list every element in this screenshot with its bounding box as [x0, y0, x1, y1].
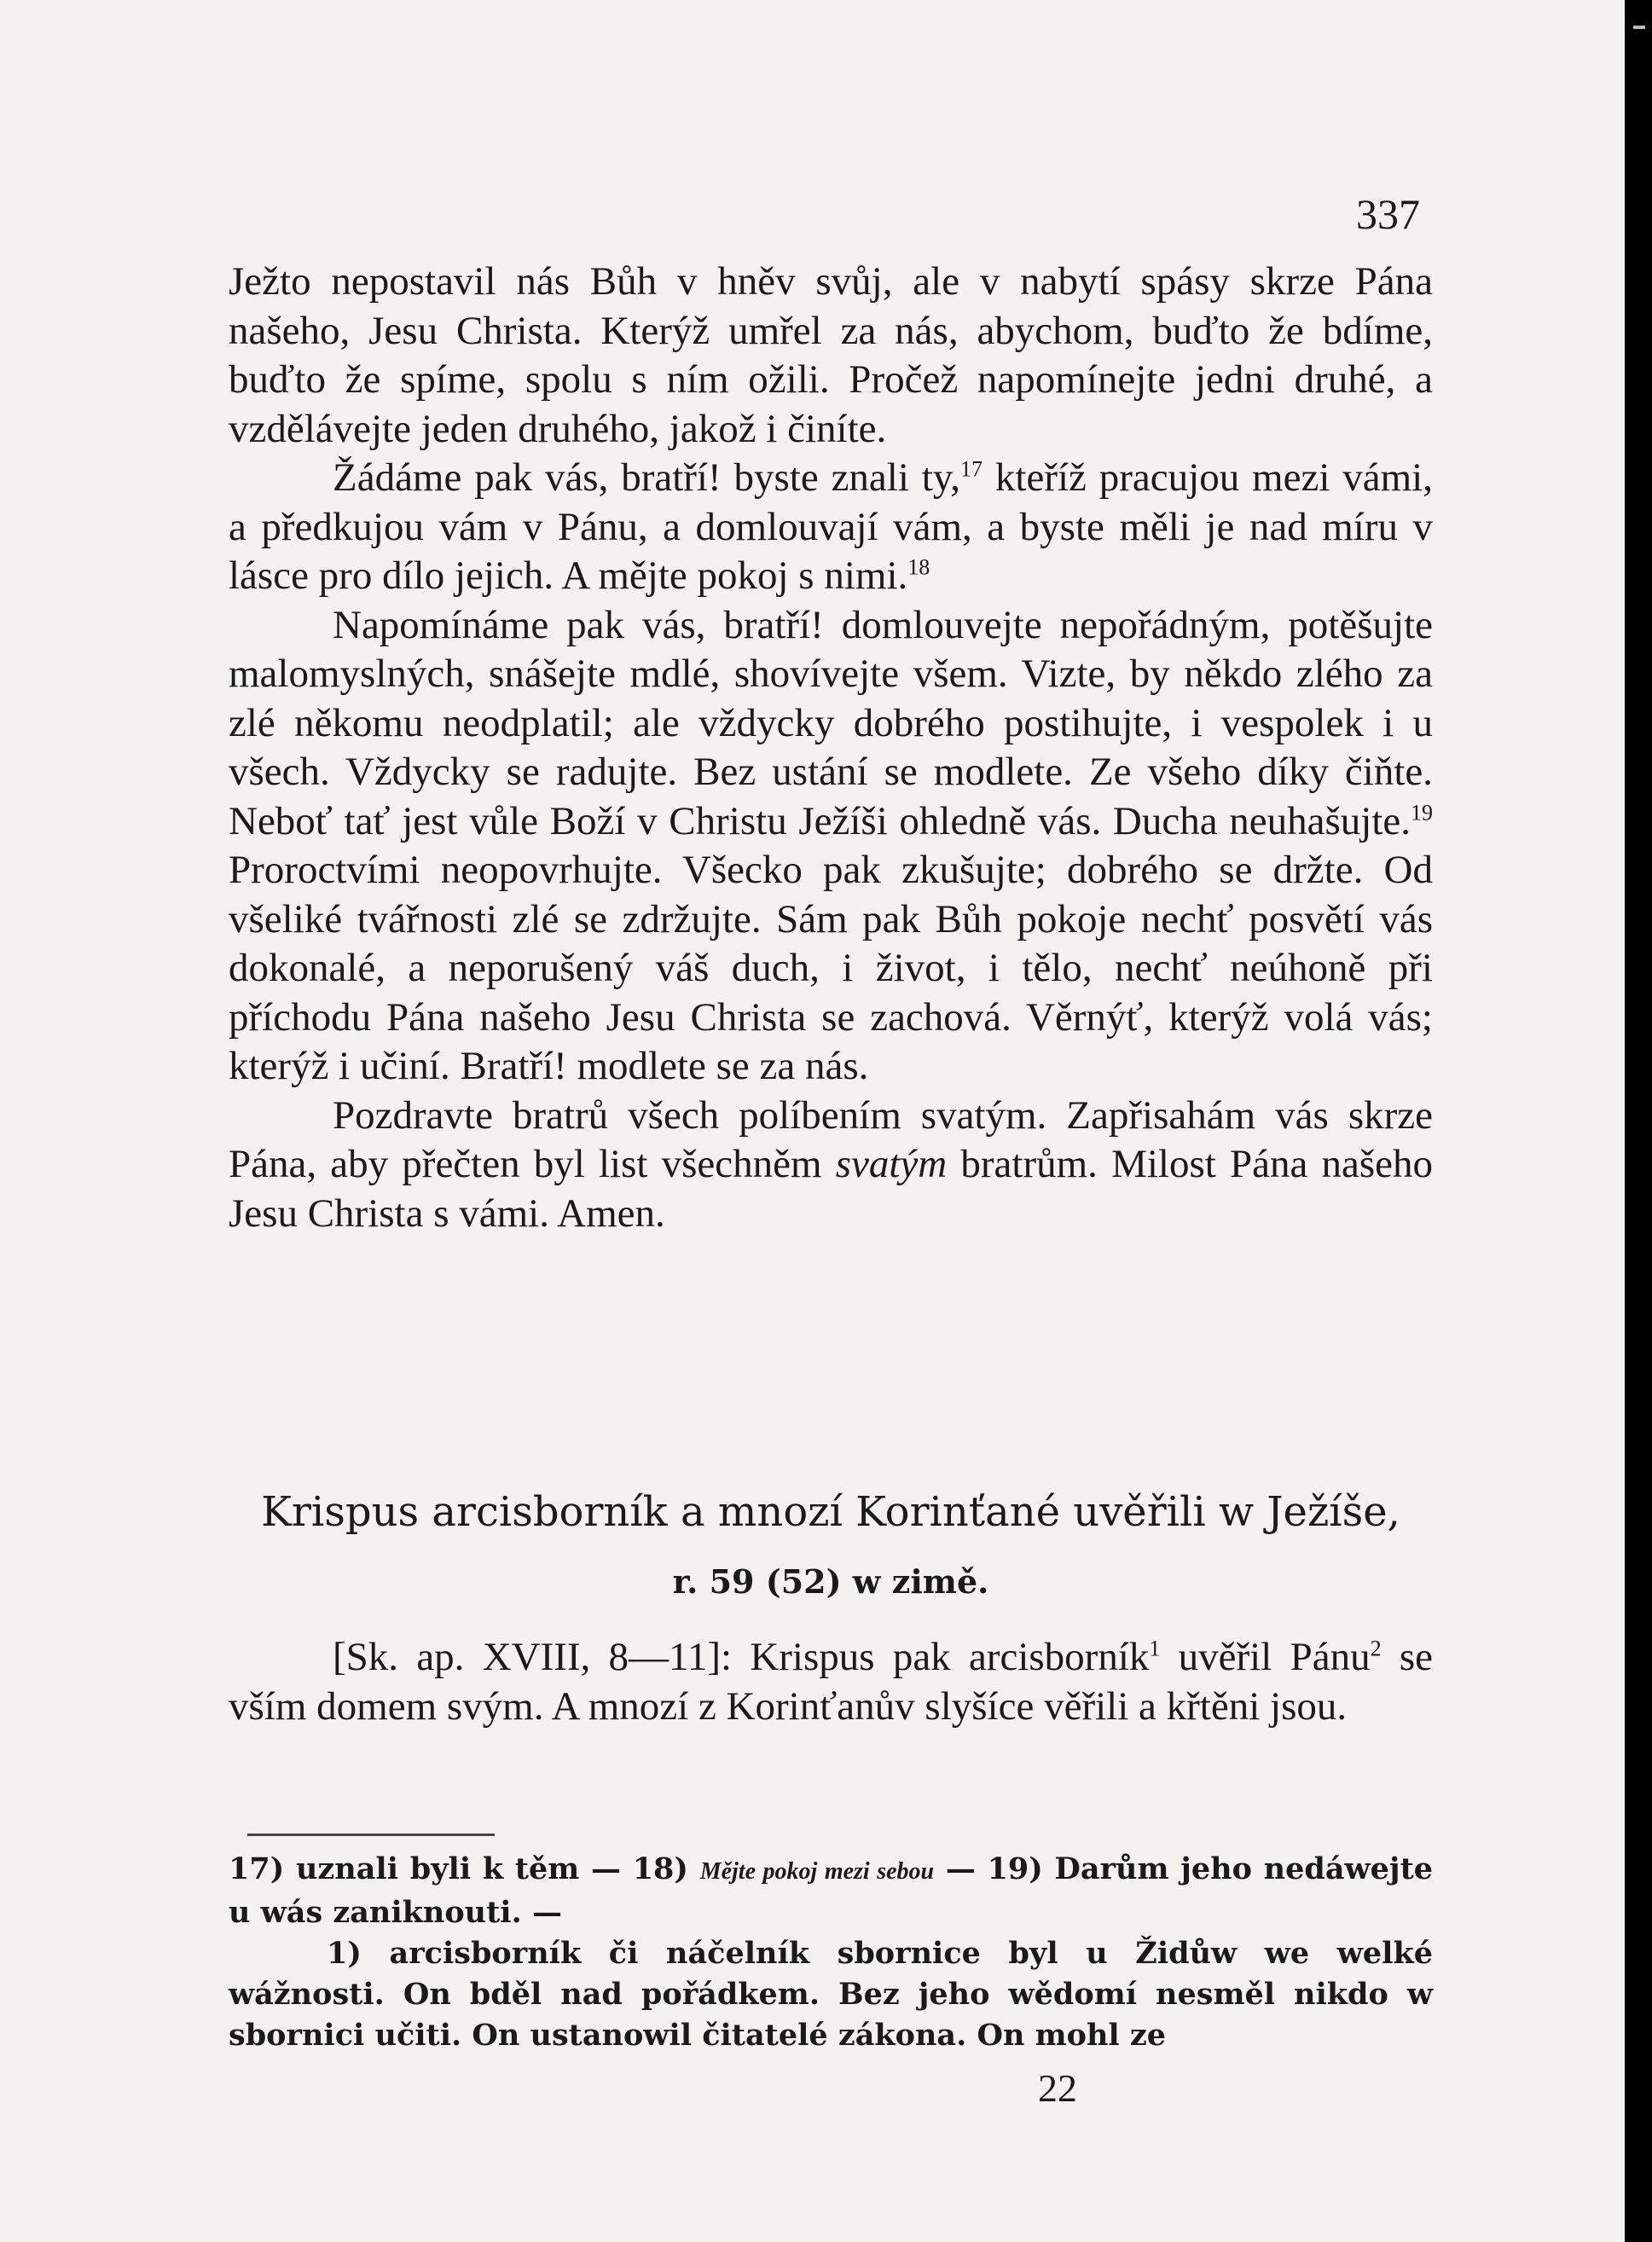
- signature-mark: 22: [1038, 2066, 1077, 2110]
- section-subheading: r. 59 (52) w zimě.: [672, 1562, 989, 1601]
- footnote-note-1: 1) arcisborník či náčelník sbornice byl u Židůw we welké wážnosti. On bděl nad pořádkem. Bez jeho wědomí nesměl nikdo w sbornici učiti. On ustanowil čitatelé zákona. On mohl ze: [229, 1936, 1433, 2053]
- footnote-ref: 19: [1411, 799, 1433, 825]
- paragraph-3: Napomínáme pak vás, bratří! domlouvejte nepořádným, potěšujte malomyslných, snášejte mdlé, shovívejte všem. Vizte, by někdo zlého za zlé někomu neodplatil; ale vždycky dobrého postihujte, i vespolek i u všech. Vždycky se radujte. Bez ustání se modlete. Ze všeho díky čiňte. Neboť tať jest vůle Boží v Christu Ježíši ohledně vás. Ducha neuhašujte.$^{19}$ Proroctvími neopovrhujte. Všecko pak zkušujte; dobrého se držte. Od všeliké tvářnosti zlé se zdržujte. Sám pak Bůh pokoje nechť posvětí vás dokonalé, a neporušený váš duch, i život, i tělo, nechť neúhoně při příchodu Pána našeho Jesu Christa se zachová. Věrnýť, kterýž volá vás; kterýž i učiní. Bratří! modlete se za nás.: [229, 602, 1433, 1088]
- footnote-ref: 2: [1370, 1636, 1382, 1661]
- footnotes: [229, 1849, 1433, 2056]
- edge-mark: [1633, 26, 1645, 29]
- acts-paragraph: [Sk. ap. XVIII, 8—11]: Krispus pak arcisborník$^1$ uvěřil Pánu$^2$ se vším domem svým. A mnozí z Korinťanův slyšíce věřili a křtěni jsou.: [229, 1635, 1434, 1729]
- section-heading: Krispus arcisborník a mnozí Korinťané uvěřili w Ježíše,: [261, 1488, 1400, 1536]
- paragraph-2: Žádáme pak vás, bratří! byste znali ty,$^{17}$ kteříž pracujou mezi vámi, a předkujou vám v Pánu, a domlouvají vám, a byste měli je nad míru v lásce pro dílo jejich. A mějte pokoj s nimi.$^{18}$: [229, 455, 1433, 598]
- paragraph-4: Pozdravte bratrů všech políbením svatým. Zapřisahám vás skrze Pána, aby přečten byl list všechněm svatým bratrům. Milost Pána našeho Jesu Christa s vámi. Amen.: [229, 1092, 1434, 1236]
- footnote-ref: 1: [1149, 1636, 1161, 1661]
- footnote-divider: [247, 1834, 495, 1836]
- footnote-line: 17) uznali byli k těm — 18) Mějte pokoj mezi sebou — 19) Darům jeho nedáwejte u wás zaniknouti. —: [229, 1851, 1434, 1930]
- main-text: [229, 258, 1433, 1238]
- footnote-ref: 17: [960, 456, 983, 482]
- footnote-ref: 18: [907, 554, 930, 580]
- paragraph-1: Ježto nepostavil nás Bůh v hněv svůj, ale v nabytí spásy skrze Pána našeho, Jesu Christa. Kterýž umřel za nás, abychom, buďto že bdíme, buďto že spíme, spolu s ním ožili. Pročež napomínejte jedni druhé, a vzdělávejte jeden druhého, jakož i činíte.: [229, 259, 1433, 451]
- scan-edge: [1625, 0, 1652, 2242]
- acts-citation: [Sk. ap. XVIII, 8—11]:: [333, 1635, 733, 1679]
- page-number: 337: [1356, 190, 1420, 238]
